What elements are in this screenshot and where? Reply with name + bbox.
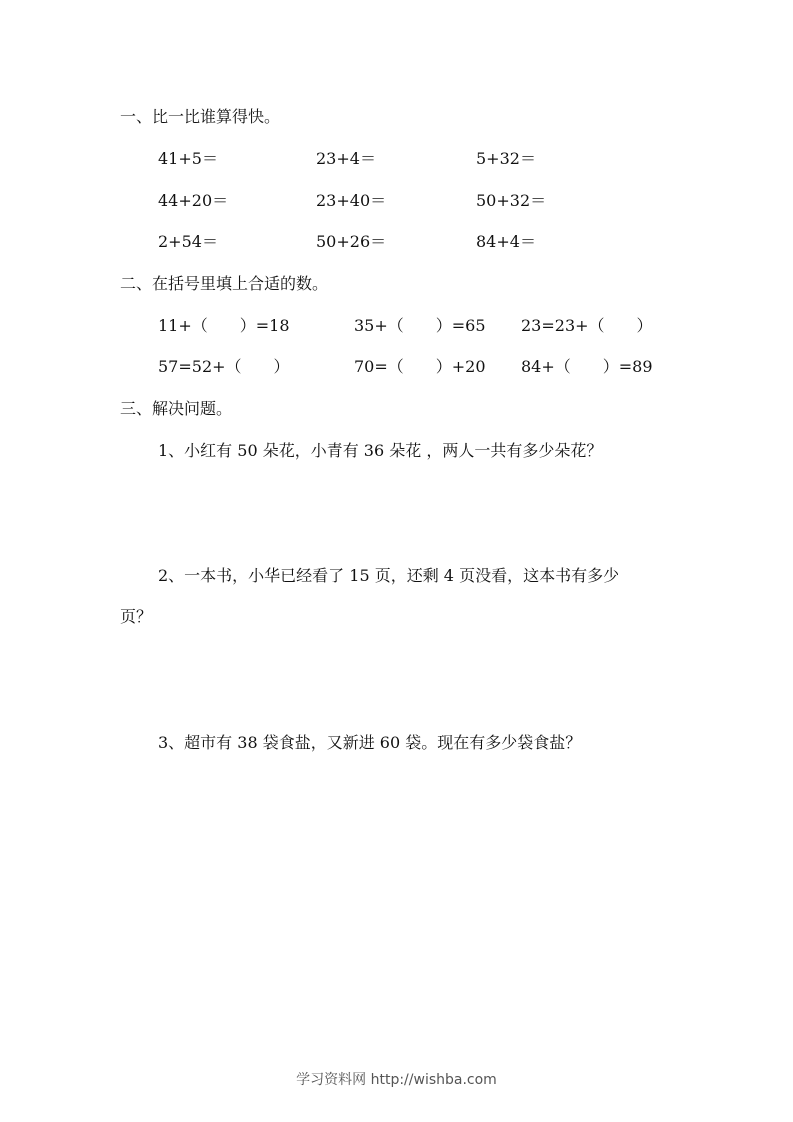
word-problem-2-line-2: 页？: [120, 607, 153, 626]
problem-2-3: 50+32＝: [476, 191, 547, 210]
problem-3-1: 2+54＝: [158, 232, 218, 251]
problem-1-2: 23+4＝: [316, 149, 376, 168]
footer-watermark: 学习资料网 http://wishba.com: [296, 1072, 497, 1088]
section-3-title: 三、解决问题。: [120, 399, 233, 418]
problem-3-3: 84+4＝: [476, 232, 536, 251]
fill-blank-1-2: 35+（ ）=65: [354, 316, 486, 335]
word-problem-2-line-1: 2、一本书，小华已经看了 15 页，还剩 4 页没看，这本书有多少: [158, 566, 620, 585]
fill-blank-2-3: 84+（ ）=89: [521, 357, 653, 376]
problem-1-3: 5+32＝: [476, 149, 536, 168]
problem-3-2: 50+26＝: [316, 232, 387, 251]
fill-blank-2-2: 70=（ ）+20: [354, 357, 486, 376]
fill-blank-1-3: 23=23+（ ）: [521, 316, 653, 335]
problem-2-1: 44+20＝: [158, 191, 229, 210]
problem-2-2: 23+40＝: [316, 191, 387, 210]
problem-1-1: 41+5＝: [158, 149, 218, 168]
word-problem-3: 3、超市有 38 袋食盐，又新进 60 袋。现在有多少袋食盐？: [158, 733, 582, 752]
section-1-title: 一、比一比谁算得快。: [120, 107, 281, 126]
fill-blank-1-1: 11+（ ）=18: [158, 316, 290, 335]
word-problem-1: 1、小红有 50 朵花，小青有 36 朵花 ，两人一共有多少朵花？: [158, 441, 603, 460]
section-2-title: 二、在括号里填上合适的数。: [120, 274, 329, 293]
fill-blank-2-1: 57=52+（ ）: [158, 357, 290, 376]
